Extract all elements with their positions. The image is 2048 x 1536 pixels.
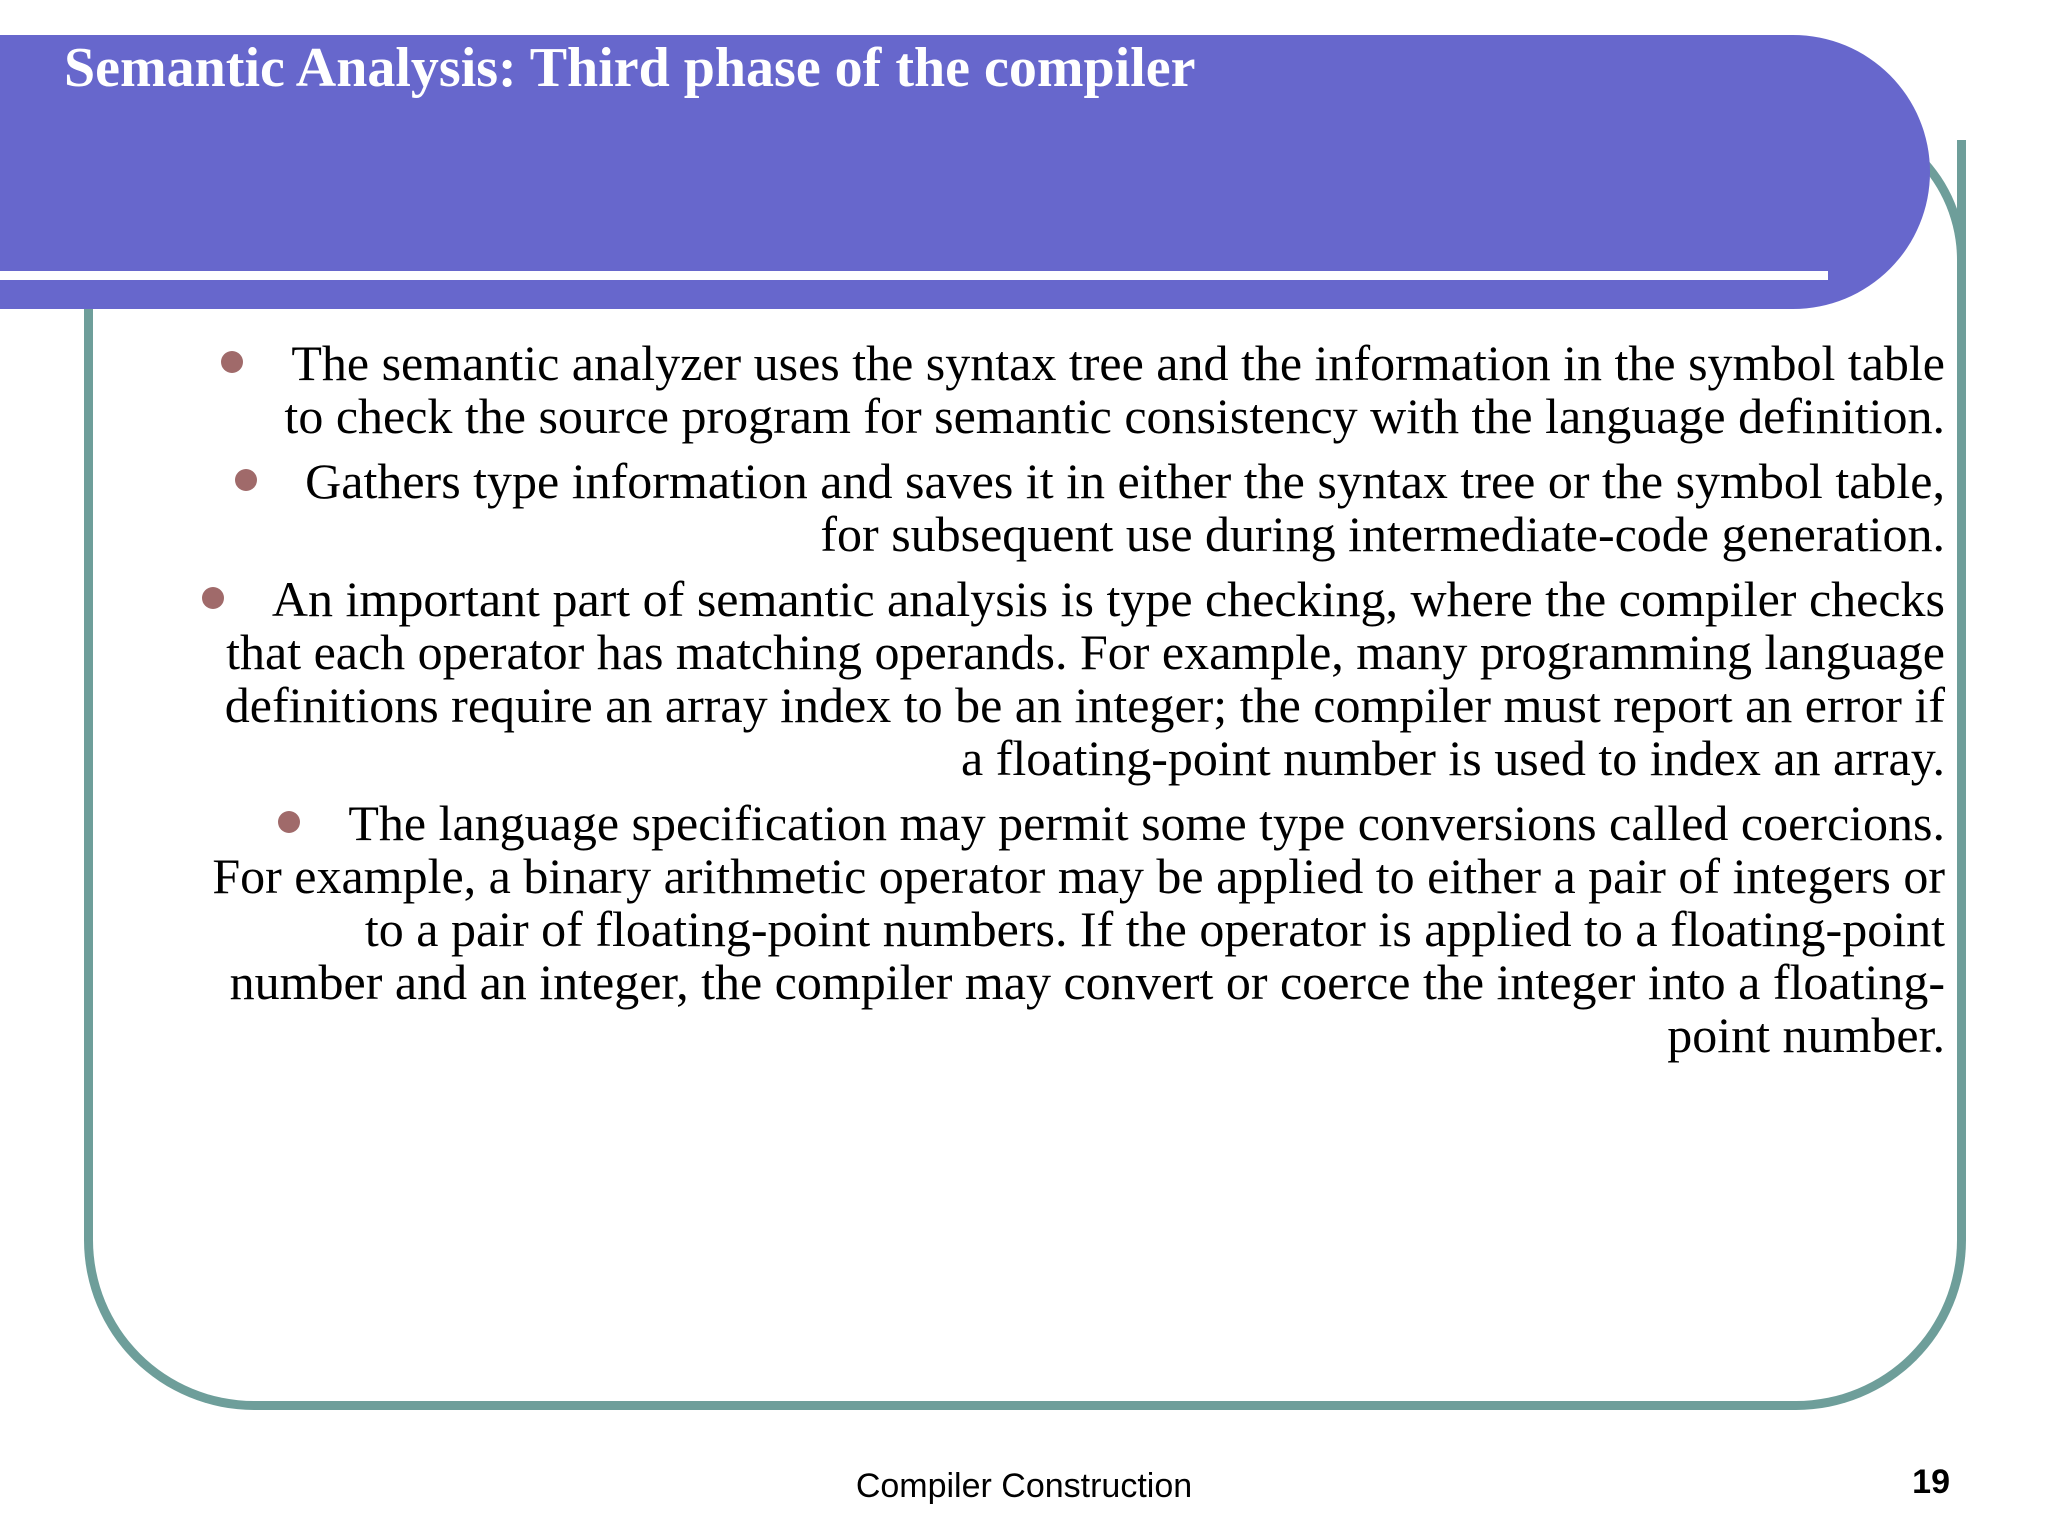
bullet-item [200, 455, 1945, 561]
title-divider [0, 271, 1828, 280]
page-number: 19 [1912, 1463, 1950, 1501]
bullet-dot-icon [202, 587, 224, 609]
bullet-text: The semantic analyzer uses the syntax tree and the information in the symbol table to check the source program for semantic consistency with the language definition. [284, 335, 1945, 444]
bullet-text: An important part of semantic analysis is type checking, where the compiler checks that each operator has matching operands. For example, many programming language definitions require an array index to be an integer; the compiler must report an error if a floating-point number is used to index an array. [224, 571, 1945, 786]
footer-label: Compiler Construction [855, 1467, 1193, 1505]
bullet-list [200, 337, 1945, 1074]
bullet-text: Gathers type information and saves it in either the syntax tree or the symbol table, for subsequent use during intermediate-code generation. [305, 453, 1945, 562]
bullet-item [200, 797, 1945, 1062]
bullet-dot-icon [235, 469, 257, 491]
bullet-dot-icon [278, 811, 300, 833]
bullet-text: The language specification may permit some type conversions called coercions. For example, a binary arithmetic operator may be applied to either a pair of integers or to a pair of floating-point numbers. If the operator is applied to a floating-point number and an integer, the compiler may convert or coerce the integer into a floating-point number. [212, 795, 1945, 1063]
bullet-item [200, 573, 1945, 785]
slide-title: Semantic Analysis: Third phase of the compiler [64, 37, 1196, 99]
bullet-dot-icon [221, 351, 243, 373]
bullet-item [200, 337, 1945, 443]
